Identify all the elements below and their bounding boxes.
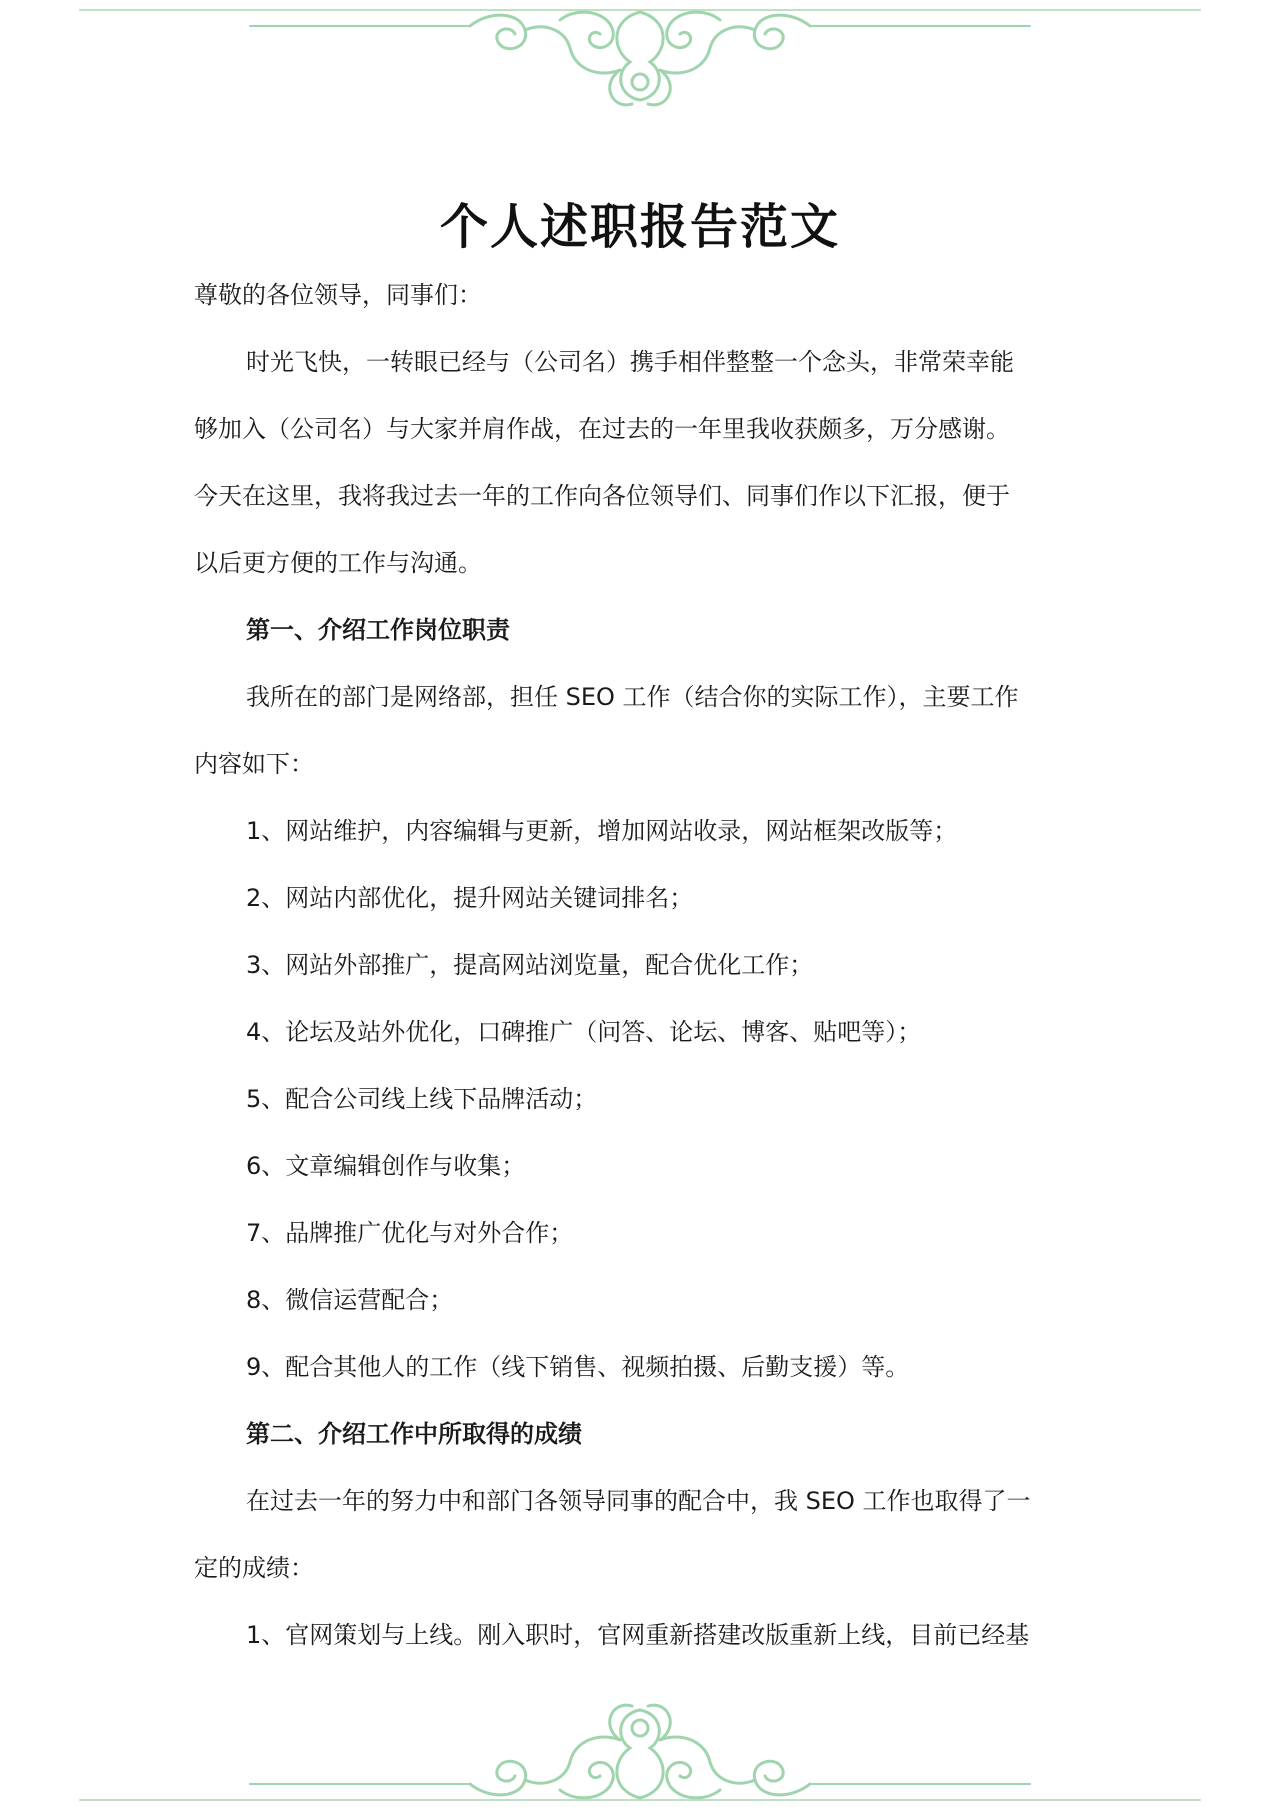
bottom-ornament <box>0 1680 1280 1810</box>
document-body <box>194 262 1094 1669</box>
floral-scroll-ornament-icon <box>0 1680 1280 1810</box>
list-item: 5、配合公司线上线下品牌活动； <box>246 1085 598 1113</box>
list-item: 1、官网策划与上线。刚入职时，官网重新搭建改版重新上线，目前已经基 <box>246 1621 1030 1649</box>
list-item: 7、品牌推广优化与对外合作； <box>246 1219 574 1247</box>
top-ornament <box>0 0 1280 130</box>
list-item: 8、微信运营配合； <box>246 1286 454 1314</box>
section-heading: 第一、介绍工作岗位职责 <box>246 616 510 644</box>
list-item: 6、文章编辑创作与收集； <box>246 1152 526 1180</box>
section-intro-line: 定的成绩： <box>194 1554 314 1582</box>
list-item: 4、论坛及站外优化，口碑推广（问答、论坛、博客、贴吧等）； <box>246 1018 922 1046</box>
list-item: 2、网站内部优化，提升网站关键词排名； <box>246 884 694 912</box>
list-item: 1、网站维护，内容编辑与更新，增加网站收录，网站框架改版等； <box>246 817 958 845</box>
list-item: 9、配合其他人的工作（线下销售、视频拍摄、后勤支援）等。 <box>246 1353 910 1381</box>
salutation: 尊敬的各位领导，同事们： <box>194 281 482 309</box>
page-title: 个人述职报告范文 <box>439 199 840 255</box>
floral-scroll-ornament-icon <box>0 0 1280 130</box>
section-heading: 第二、介绍工作中所取得的成绩 <box>246 1420 582 1448</box>
section-intro-line: 在过去一年的努力中和部门各领导同事的配合中，我 SEO 工作也取得了一 <box>246 1487 1031 1515</box>
intro-line: 今天在这里，我将我过去一年的工作向各位领导们、同事们作以下汇报，便于 <box>194 482 1010 510</box>
section-intro-line: 我所在的部门是网络部，担任 SEO 工作（结合你的实际工作），主要工作 <box>246 683 1019 711</box>
intro-line: 够加入（公司名）与大家并肩作战，在过去的一年里我收获颇多，万分感谢。 <box>194 415 1010 443</box>
list-item: 3、网站外部推广，提高网站浏览量，配合优化工作； <box>246 951 814 979</box>
section-intro-line: 内容如下： <box>194 750 314 778</box>
intro-line: 以后更方便的工作与沟通。 <box>194 549 482 577</box>
intro-line: 时光飞快，一转眼已经与（公司名）携手相伴整整一个念头，非常荣幸能 <box>246 348 1014 376</box>
